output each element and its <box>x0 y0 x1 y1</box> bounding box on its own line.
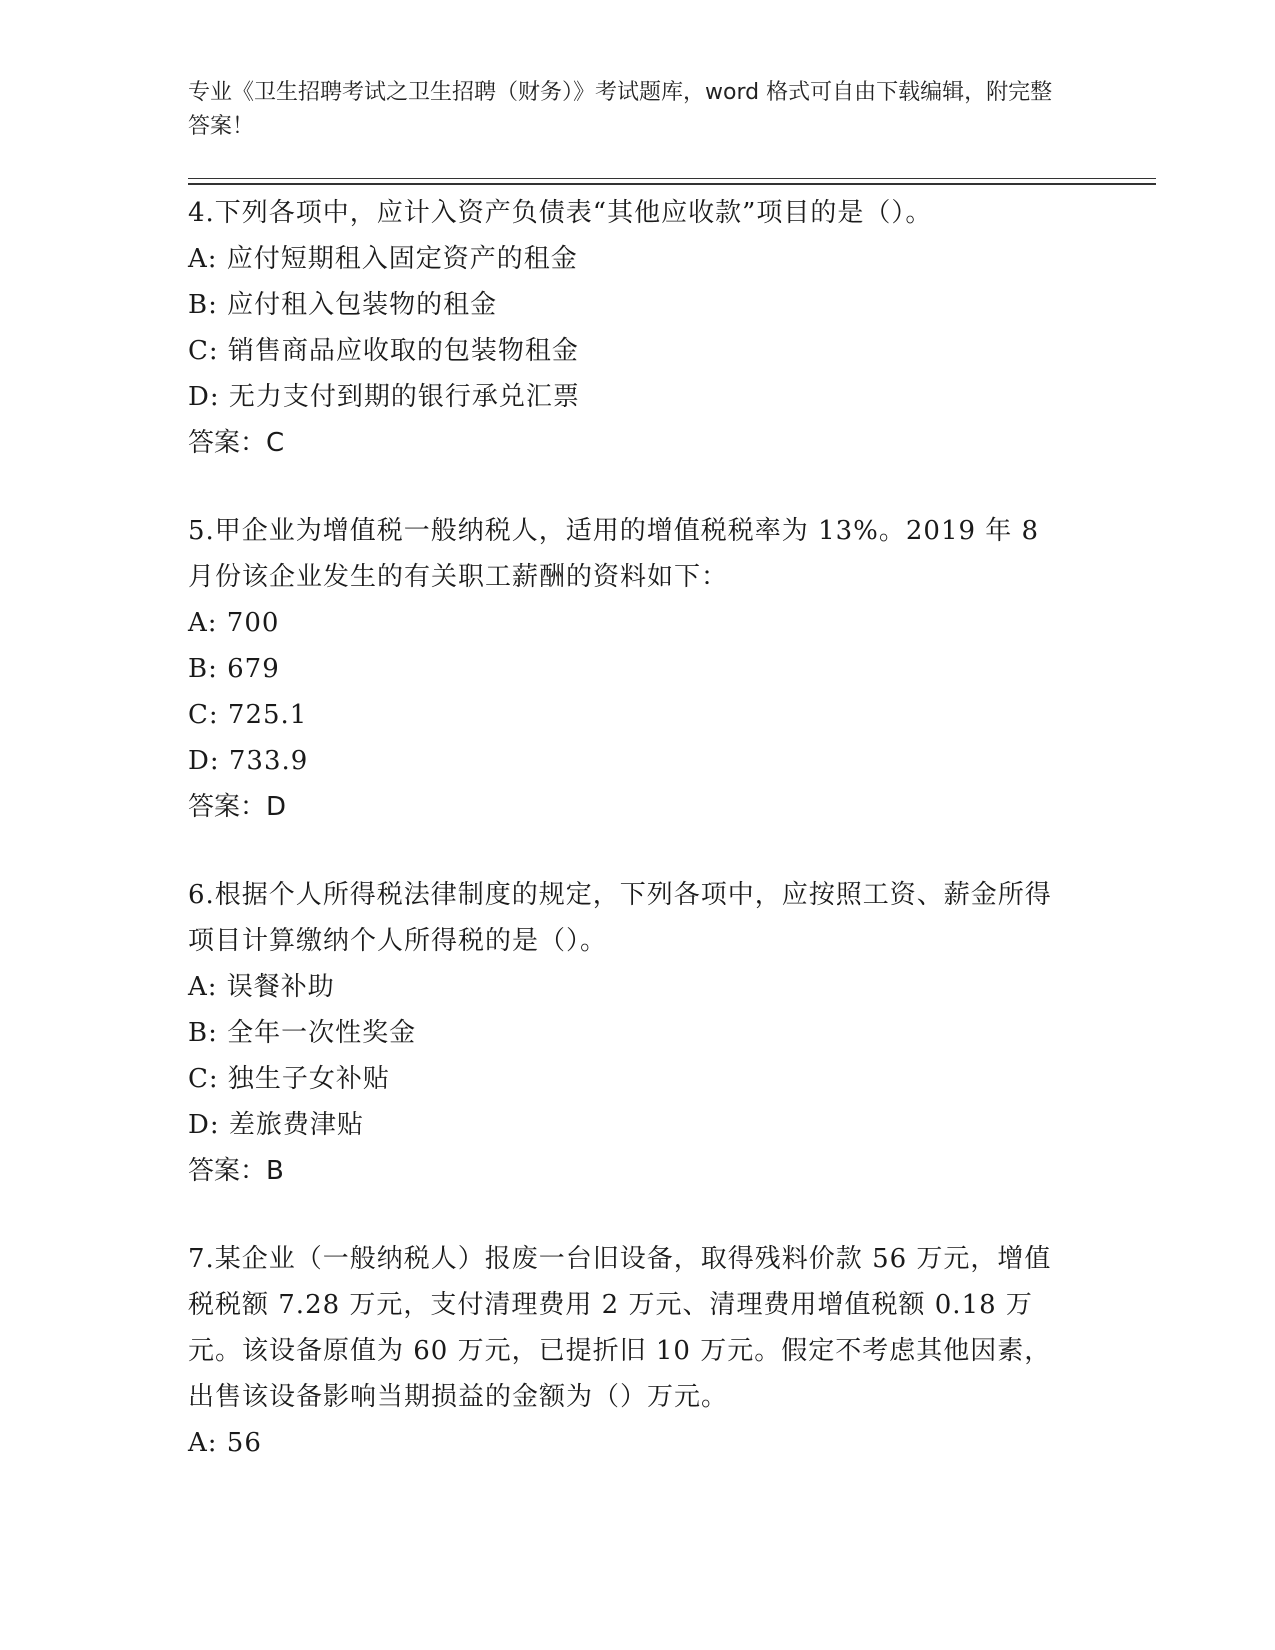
answer-label: 答案：D <box>188 792 287 822</box>
option-a: A: 56 <box>188 1428 262 1458</box>
header-text: 专业《卫生招聘考试之卫生招聘（财务）》考试题库，word 格式可自由下载编辑，附完整答案！ <box>188 80 1053 139</box>
option-a: A: 应付短期租入固定资产的租金 <box>188 244 578 274</box>
option-c: C: 独生子女补贴 <box>188 1064 390 1094</box>
document-header <box>188 76 1068 144</box>
option-b: B: 应付租入包装物的租金 <box>188 290 498 320</box>
option-b: B: 679 <box>188 654 280 684</box>
option-c: C: 725.1 <box>188 700 308 730</box>
option-a: A: 700 <box>188 608 280 638</box>
option-c: C: 销售商品应收取的包装物租金 <box>188 336 579 366</box>
header-divider-thick <box>188 183 1156 185</box>
question-7 <box>188 1236 1068 1466</box>
question-5 <box>188 508 1068 830</box>
question-6 <box>188 872 1068 1194</box>
question-4 <box>188 190 1068 466</box>
question-text: 6.根据个人所得税法律制度的规定，下列各项中，应按照工资、薪金所得项目计算缴纳个人所得税的是（）。 <box>188 880 1052 956</box>
option-d: D: 无力支付到期的银行承兑汇票 <box>188 382 580 412</box>
question-text: 4.下列各项中，应计入资产负债表“其他应收款”项目的是（）。 <box>188 198 933 228</box>
question-text: 7.某企业（一般纳税人）报废一台旧设备，取得残料价款 56 万元，增值税税额 7.28 万元，支付清理费用 2 万元、清理费用增值税额 0.18 万元。该设备原值为 60 万元，已提折旧 10 万元。假定不考虑其他因素，出售该设备影响当期损益的金额为（）万元。 <box>188 1244 1052 1412</box>
header-divider-thin <box>188 178 1156 179</box>
option-d: D: 733.9 <box>188 746 309 776</box>
question-text: 5.甲企业为增值税一般纳税人，适用的增值税税率为 13%。2019 年 8 月份该企业发生的有关职工薪酬的资料如下： <box>188 516 1040 592</box>
answer-label: 答案：C <box>188 428 285 458</box>
option-d: D: 差旅费津贴 <box>188 1110 364 1140</box>
option-a: A: 误餐补助 <box>188 972 335 1002</box>
option-b: B: 全年一次性奖金 <box>188 1018 417 1048</box>
answer-label: 答案：B <box>188 1156 284 1186</box>
